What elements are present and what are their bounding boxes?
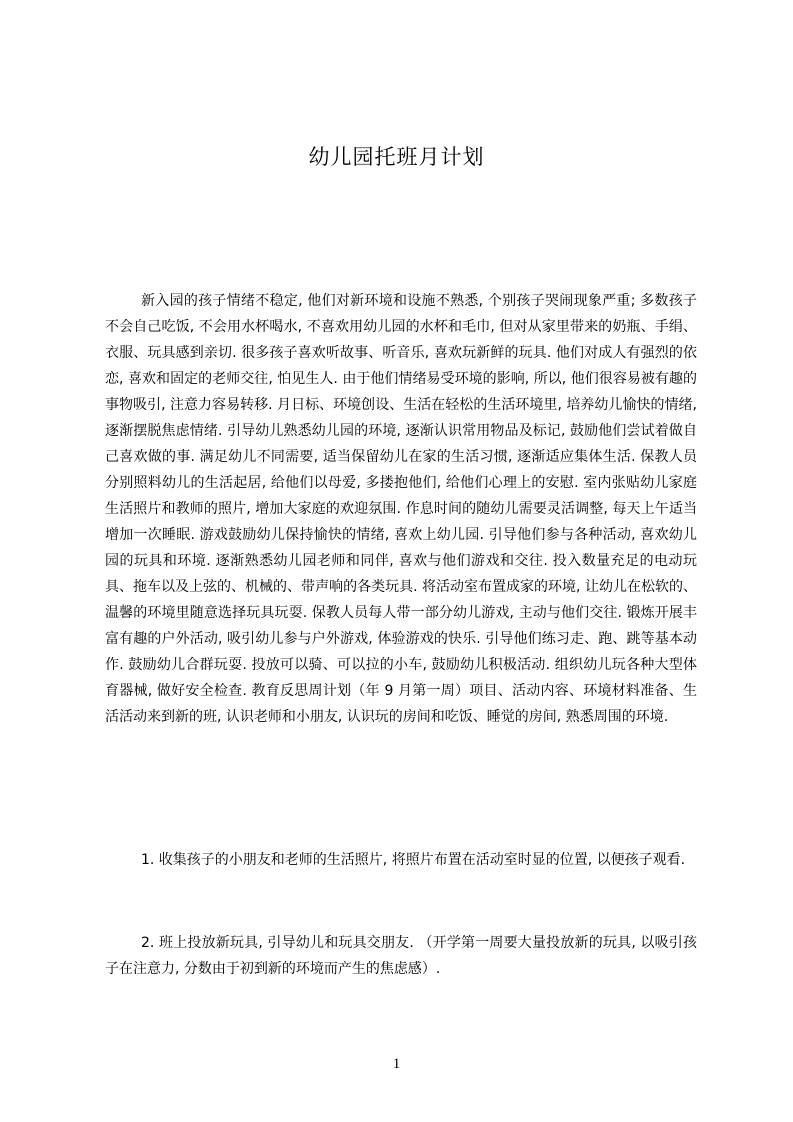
page-number: 1 xyxy=(392,1056,401,1072)
list-item-paragraph: 2. 班上投放新玩具, 引导幼儿和玩具交朋友. （开学第一周要大量投放新的玩具, 以吸引孩子在注意力, 分数由于初到新的环境而产生的焦虑感）. xyxy=(105,935,697,977)
list-item-paragraph: 1. 收集孩子的小朋友和老师的生活照片, 将照片布置在活动室时显的位置, 以便孩子观看. xyxy=(141,852,686,868)
document-title: 幼儿园托班月计划 xyxy=(308,145,485,169)
body-paragraph: 新入园的孩子情绪不稳定, 他们对新环境和设施不熟悉, 个别孩子哭闹现象严重; 多数孩子不会自己吃饭, 不会用水杯喝水, 不喜欢用幼儿园的水杯和毛巾, 但对从家里带来的奶瓶、手绢、衣服、玩具感到亲切. 很多孩子喜欢听故事、听音乐, 喜欢玩新鲜的玩具. 他们对成人有强烈的依恋, 喜欢和固定的老师交往, 怕见生人. 由于他们情绪易受环境的影响, 所以, 他们很容易被有趣的事物吸引, 注意力容易转移. 月日标、环境创设、生活在轻松的生活环境里, 培养幼儿愉快的情绪, 逐渐摆脱焦虑情绪. 引导幼儿熟悉幼儿园的环境, 逐渐认识常用物品及标记, 鼓励他们尝试着做自己喜欢做的事. 满足幼儿不同需要, 适当保留幼儿在家的生活习惯, 逐渐适应集体生活. 保教人员分别照料幼儿的生活起居, 给他们以母爱, 多搂抱他们, 给他们心理上的安慰. 室内张贴幼儿家庭生活照片和教师的照片, 增加大家庭的欢迎氛围. 作息时间的随幼儿需要灵活调整, 每天上午适当增加一次睡眠. 游戏鼓励幼儿保持愉快的情绪, 喜欢上幼儿园. 引导他们参与各种活动, 喜欢幼儿园的玩具和环境. 逐渐熟悉幼儿园老师和同伴, 喜欢与他们游戏和交往. 投入数量充足的电动玩具、拖车以及上弦的、机械的、带声响的各类玩具. 将活动室布置成家的环境, 让幼儿在松软的、温馨的环境里随意选择玩具玩耍. 保教人员每人带一部分幼儿游戏, 主动与他们交往. 锻炼开展丰富有趣的户外活动, 吸引幼儿参与户外游戏, 体验游戏的快乐. 引导他们练习走、跑、跳等基本动作. 鼓励幼儿合群玩耍. 投放可以骑、可以拉的小车, 鼓励幼儿积极活动. 组织幼儿玩各种大型体育器械, 做好安全检查. 教育反思周计划（年 9 月第一周）项目、活动内容、环境材料准备、生活活动来到新的班, 认识老师和小朋友, 认识玩的房间和吃饭、睡觉的房间, 熟悉周围的环境. xyxy=(105,293,697,725)
